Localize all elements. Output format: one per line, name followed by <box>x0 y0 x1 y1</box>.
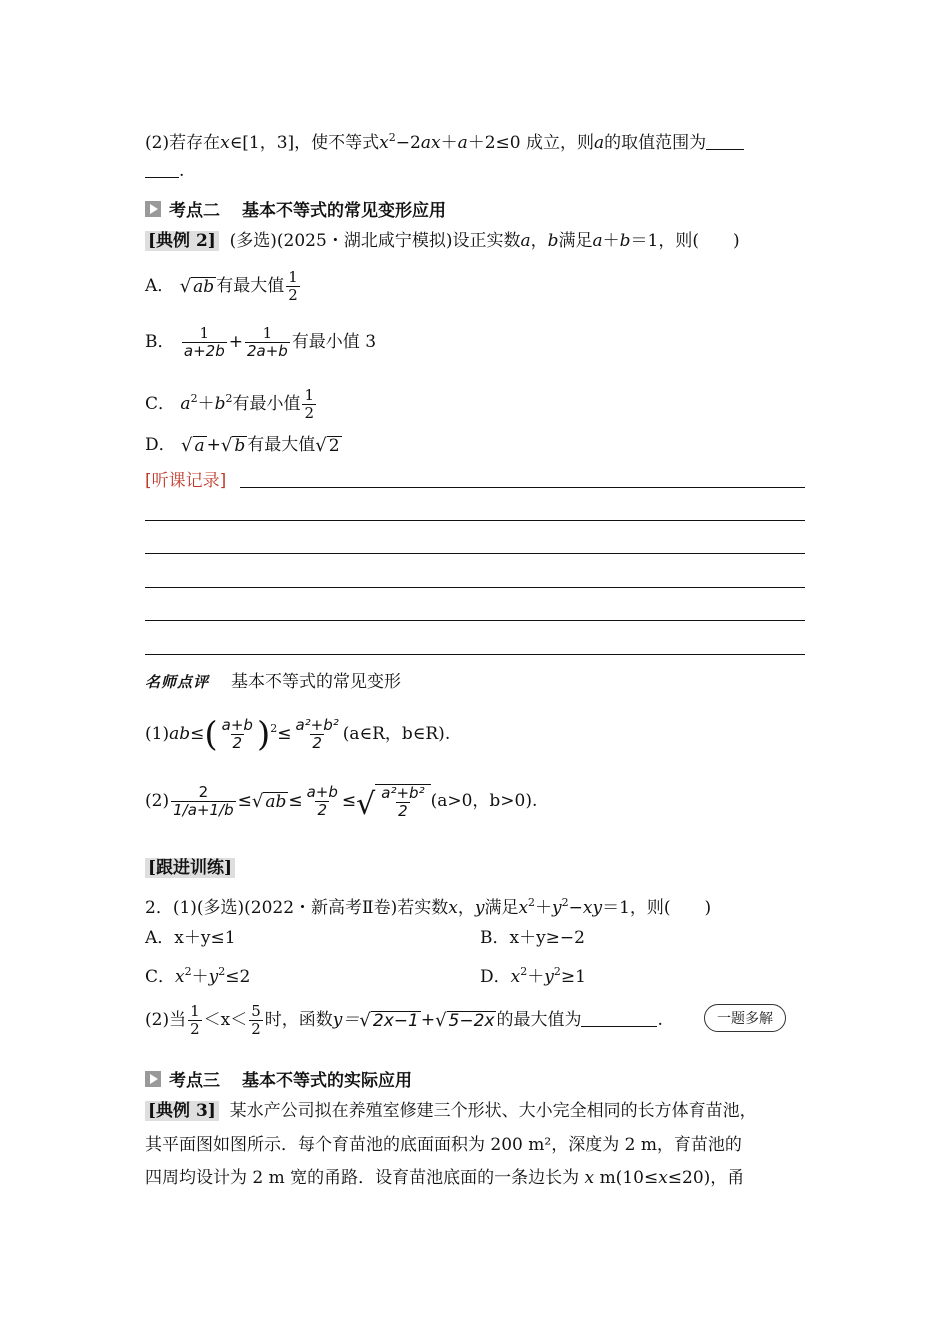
fraction-half-c: $\frac{1}{2}$ <box>304 386 314 422</box>
notes-line-2[interactable] <box>145 520 805 521</box>
notes-line-4[interactable] <box>145 587 805 588</box>
play-triangle-icon <box>145 201 161 217</box>
multiple-solutions-badge: 一题多解 <box>704 1004 786 1032</box>
question1-part2: (2)若存在x∈[1，3]，使不等式$x^2-2ax+a+2\le 0$ 成立，则a的取值范围为 <box>145 127 744 154</box>
example2-option-a: A． √ ab 有最大值 $\frac{1}{2}$ <box>145 268 298 304</box>
section-heading-2: 考点二 基本不等式的常见变形应用 <box>145 196 446 221</box>
answer-blank-cont[interactable] <box>145 161 179 178</box>
question2-part2: (2)当 $\frac{1}{2}$ ＜x＜ $\frac{5}{2}$ 时，函数y＝ √ 2x−1 + √ 5−2x 的最大值为 . <box>145 1002 663 1038</box>
training-tag: [跟进训练] <box>145 857 235 879</box>
example2-option-b: B． $\frac{1}{a+2b}$ + $\frac{1}{2a+b}$ 有最小值 3 <box>145 324 377 360</box>
question2-option-b: B．x＋y≥−2 <box>480 928 585 948</box>
listen-record-label: [听课记录] <box>145 471 227 491</box>
fraction-b2: $\frac{1}{2a+b}$ <box>246 324 288 360</box>
question1-part2-cont: . <box>145 160 184 182</box>
formula-1: (1)ab≤( $\frac{a+b}{2}$ )$^2$≤ $\frac{\text{a²+b²}}{2}$ (a∈R，b∈R). <box>145 714 451 755</box>
example2-option-c: C． $a^2+b^2$有最小值 $\frac{1}{2}$ <box>145 386 314 422</box>
example2-option-d: D． √ a + √ b 有最大值 √ 2 <box>145 435 340 456</box>
example2-stem: [典例 2] (多选)(2025・湖北咸宁模拟)设正实数a，b满足a＋b＝1，则( ) <box>145 230 740 252</box>
formula-2: (2) $\frac{2}{1/a+1/b}$ ≤ √ ab ≤ $\frac{a+b}{2}$ ≤ √ $\frac{\text{a²+b²}}{2}$ (a>0，b>0). <box>145 783 538 822</box>
example3-line-2: 其平面图如图所示．每个育苗池的底面面积为 200 m²，深度为 2 m，育苗池的 <box>145 1135 742 1155</box>
section-heading-3: 考点三 基本不等式的实际应用 <box>145 1066 412 1091</box>
question2-option-a: A．x＋y≤1 <box>145 928 236 948</box>
play-triangle-icon <box>145 1071 161 1087</box>
notes-line-1[interactable] <box>240 487 805 488</box>
fraction-half: $\frac{1}{2}$ <box>288 268 298 304</box>
notes-line-5[interactable] <box>145 620 805 621</box>
example3-line-3: 四周均设计为 2 m 宽的甬路．设育苗池底面的一条边长为 x m(10≤x≤20)，甬 <box>145 1168 745 1188</box>
teacher-comment-heading: 名师点评 基本不等式的常见变形 <box>145 672 402 692</box>
sqrt-ab: √ ab <box>179 276 215 297</box>
example3-line-1: [典例 3] 某水产公司拟在养殖室修建三个形状、大小完全相同的长方体育苗池， <box>145 1100 757 1122</box>
fraction-b1: $\frac{1}{a+2b}$ <box>183 324 225 360</box>
answer-blank-q2[interactable] <box>581 1010 657 1027</box>
example-tag: [典例 2] <box>145 231 219 251</box>
notes-line-6[interactable] <box>145 654 805 655</box>
question2-stem: 2．(1)(多选)(2022・新高考Ⅱ卷)若实数x，y满足$x^2+y^2-xy=1$，则( ) <box>145 896 712 918</box>
answer-blank[interactable] <box>706 133 744 150</box>
question2-option-c: C．$x^2+y^2\le 2$ <box>145 965 251 987</box>
question2-option-d: D．$x^2+y^2\ge 1$ <box>480 965 586 987</box>
notes-line-3[interactable] <box>145 553 805 554</box>
